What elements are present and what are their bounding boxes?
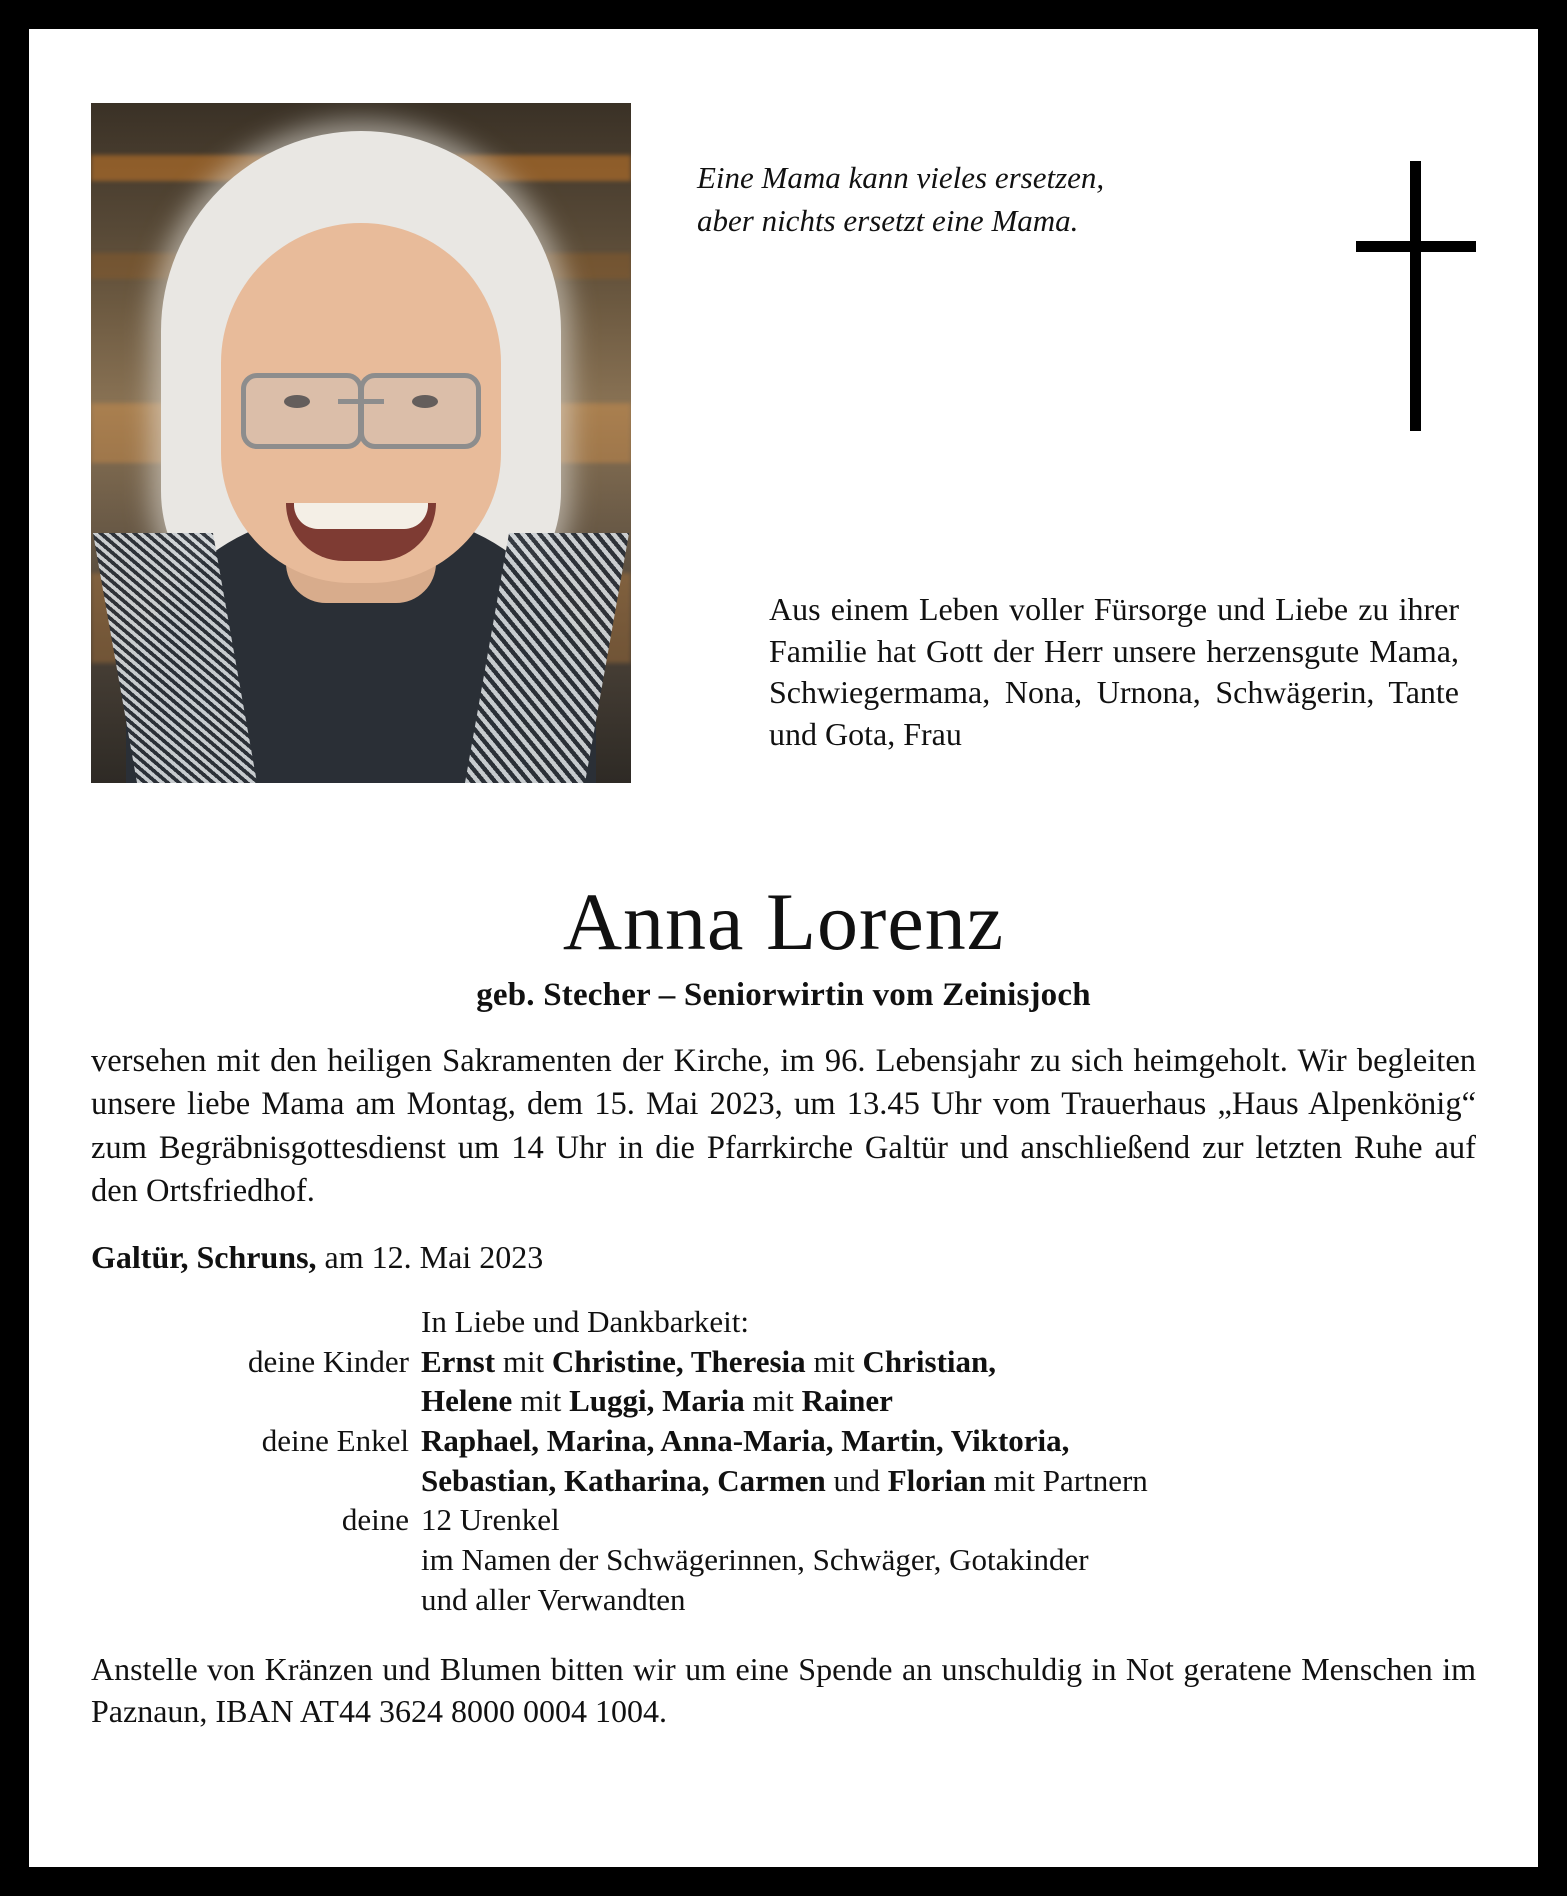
portrait-teeth (294, 503, 428, 529)
announcement-body: versehen mit den heiligen Sakramenten der Kirche, im 96. Lebensjahr zu sich heimgeholt. Wir begleiten unsere liebe Mama am Montag, dem 15. Mai 2023, um 13.45 Uhr vom Trauerhaus „Haus Alpenkönig“ zum Begräbnisgottesdienst um 14 Uhr in die Pfarrkirche Galtür und anschließend zur letzten Ruhe auf den Ortsfriedhof. (91, 1043, 1476, 1209)
place-and-date-line (91, 1239, 1476, 1276)
portrait-container (91, 81, 631, 783)
family-row-value: Ernst mit Christine, Theresia mit Christian, (421, 1343, 997, 1379)
deceased-subtitle: geb. Stecher – Seniorwirtin vom Zeinisjoch (476, 977, 1091, 1014)
cross-horizontal-bar (1356, 241, 1476, 252)
portrait-photo (91, 103, 631, 783)
quote-line-2: aber nichts ersetzt eine Mama. (697, 202, 1079, 238)
family-closing-line-1: im Namen der Schwägerinnen, Schwäger, Gotakinder (421, 1542, 1089, 1577)
portrait-glasses-left (241, 373, 363, 449)
deceased-name: Anna Lorenz (562, 876, 1005, 967)
cross-icon (1356, 161, 1476, 431)
family-row-value: 12 Urenkel (421, 1502, 560, 1538)
memorial-quote (697, 157, 1104, 243)
family-closing-line-2: und aller Verwandten (421, 1581, 686, 1617)
family-row (91, 1421, 1476, 1461)
family-row-continuation: Sebastian, Katharina, Carmen und Florian mit Partnern (421, 1462, 1148, 1498)
family-row (91, 1342, 1476, 1382)
family-row-label: deine Kinder (248, 1343, 409, 1379)
family-row-continuation: Helene mit Luggi, Maria mit Rainer (421, 1383, 893, 1419)
family-row-value: Raphael, Marina, Anna-Maria, Martin, Viktoria, (421, 1422, 1070, 1458)
family-heading: In Liebe und Dankbarkeit: (421, 1303, 749, 1339)
place-names: Galtür, Schruns, (91, 1238, 317, 1275)
family-block (91, 1302, 1476, 1619)
quote-line-1: Eine Mama kann vieles ersetzen, (697, 160, 1105, 195)
intro-paragraph: Aus einem Leben voller Fürsorge und Liebe zu ihrer Familie hat Gott der Herr unsere herzensgute Mama, Schwiegermama, Nona, Urnona, Schwägerin, Tante und Gota, Frau (769, 591, 1459, 752)
family-row-label: deine Enkel (261, 1422, 409, 1458)
notice-date: am 12. Mai 2023 (316, 1238, 544, 1275)
family-row (91, 1500, 1476, 1540)
portrait-glasses-bridge (338, 399, 384, 404)
quote-and-cross (631, 81, 1476, 431)
family-row-label: deine (341, 1502, 409, 1538)
portrait-glasses-right (359, 373, 481, 449)
donation-note: Anstelle von Kränzen und Blumen bitten wir um eine Spende an unschuldig in Not geratene Menschen im Paznaun, IBAN AT44 3624 8000 0004 1004. (91, 1651, 1476, 1729)
cross-vertical-bar (1410, 161, 1421, 431)
obituary-inner-frame (26, 26, 1541, 1870)
